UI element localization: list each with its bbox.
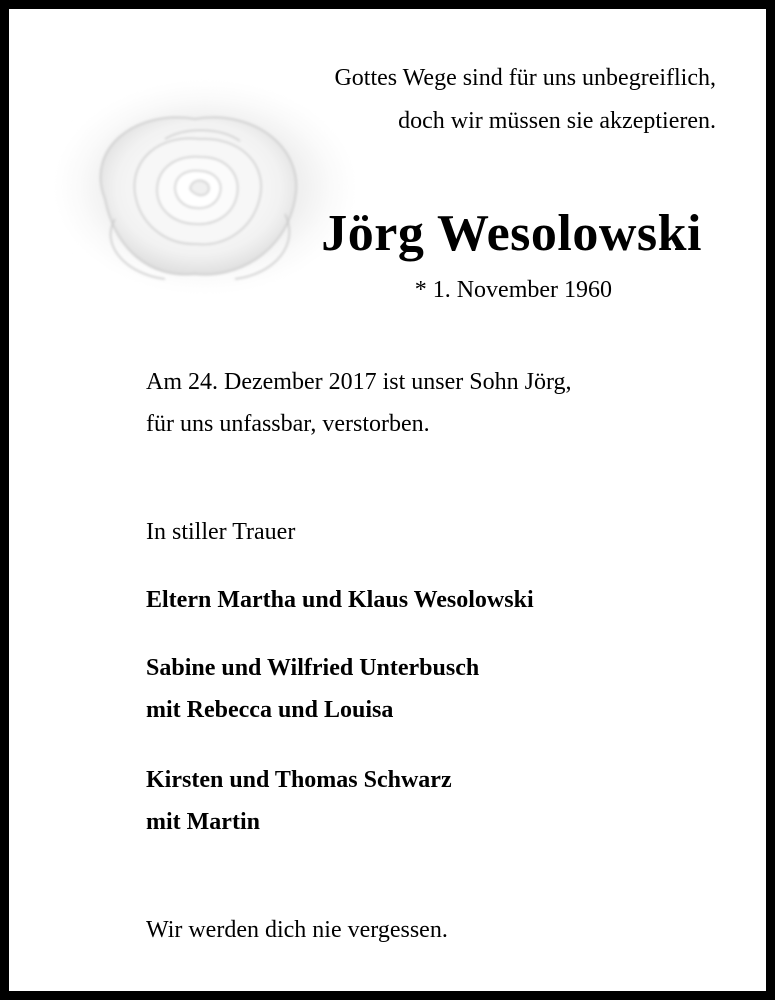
mourner-line: mit Martin xyxy=(146,809,260,835)
announcement-text xyxy=(146,361,572,445)
mourner-line: Eltern Martha und Klaus Wesolowski xyxy=(146,587,534,613)
birth-date: * 1. November 1960 xyxy=(414,277,612,303)
closing-line: Wir werden dich nie vergessen. xyxy=(146,917,448,943)
motto-line-1: Gottes Wege sind für uns unbegreiflich, xyxy=(334,65,716,91)
mourner-group-sister xyxy=(146,647,479,731)
motto-line-2: doch wir müssen sie akzeptieren. xyxy=(398,108,716,134)
announcement-line-2: für uns unfassbar, verstorben. xyxy=(146,411,430,437)
mourner-line: Kirsten und Thomas Schwarz xyxy=(146,767,452,793)
deceased-name: Jörg Wesolowski xyxy=(321,205,702,262)
mourner-group-parents xyxy=(146,579,534,621)
rose-icon xyxy=(45,79,355,294)
mourner-line: mit Rebecca und Louisa xyxy=(146,697,394,723)
announcement-line-1: Am 24. Dezember 2017 ist unser Sohn Jörg, xyxy=(146,369,572,395)
motto-quote xyxy=(334,57,716,143)
mourner-group-kirsten xyxy=(146,759,452,843)
mourner-line: Sabine und Wilfried Unterbusch xyxy=(146,655,480,681)
mourning-intro: In stiller Trauer xyxy=(146,519,296,545)
